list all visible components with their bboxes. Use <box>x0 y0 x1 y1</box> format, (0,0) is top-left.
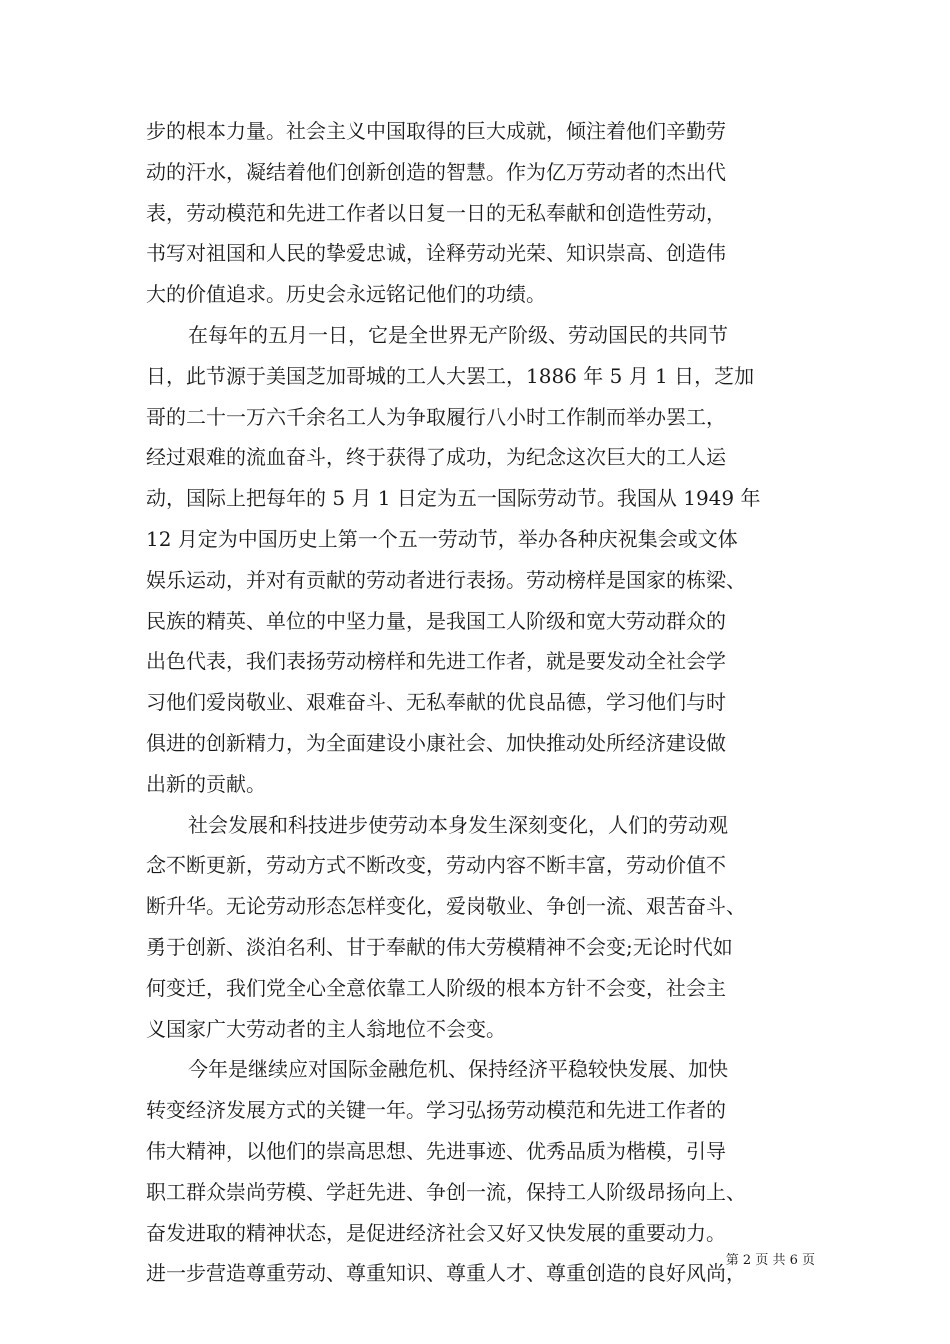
paragraph-2 <box>146 315 816 805</box>
text-line: 哥的二十一万六千余名工人为争取履行八小时工作制而举办罢工， <box>146 404 726 429</box>
page-number-footer: 第 2 页 共 6 页 <box>725 1253 815 1268</box>
text-line: 义国家广大劳动者的主人翁地位不会变。 <box>146 1016 506 1041</box>
text-line: 勇于创新、淡泊名利、甘于奉献的伟大劳模精神不会变;无论时代如 <box>146 934 733 959</box>
text-line: 民族的精英、单位的中坚力量，是我国工人阶级和宽大劳动群众的 <box>146 608 726 633</box>
document-body <box>146 111 816 1294</box>
text-line: 出新的贡献。 <box>146 771 266 796</box>
text-line: 进一步营造尊重劳动、尊重知识、尊重人才、尊重创造的良好风尚， <box>146 1261 746 1286</box>
text-line: 出色代表，我们表扬劳动榜样和先进工作者，就是要发动全社会学 <box>146 649 726 674</box>
paragraph-1 <box>146 111 816 315</box>
text-line: 今年是继续应对国际金融危机、保持经济平稳较快发展、加快 <box>188 1057 728 1082</box>
text-line: 经过艰难的流血奋斗，终于获得了成功，为纪念这次巨大的工人运 <box>146 445 726 470</box>
text-line: 书写对祖国和人民的挚爱忠诚，诠释劳动光荣、知识崇高、创造伟 <box>146 241 726 266</box>
text-line: 社会发展和科技进步使劳动本身发生深刻变化，人们的劳动观 <box>188 812 728 837</box>
text-line: 12 月定为中国历史上第一个五一劳动节，举办各种庆祝集会或文体 <box>146 526 738 551</box>
text-line: 断升华。无论劳动形态怎样变化，爱岗敬业、争创一流、艰苦奋斗、 <box>146 894 746 919</box>
text-line: 俱进的创新精力，为全面建设小康社会、加快推动处所经济建设做 <box>146 730 726 755</box>
text-line: 动，国际上把每年的 5 月 1 日定为五一国际劳动节。我国从 1949 年 <box>146 486 761 511</box>
text-line: 职工群众崇尚劳模、学赶先进、争创一流，保持工人阶级昂扬向上、 <box>146 1179 746 1204</box>
text-line: 转变经济发展方式的关键一年。学习弘扬劳动模范和先进工作者的 <box>146 1098 726 1123</box>
text-line: 习他们爱岗敬业、艰难奋斗、无私奉献的优良品德，学习他们与时 <box>146 690 726 715</box>
text-line: 动的汗水，凝结着他们创新创造的智慧。作为亿万劳动者的杰出代 <box>146 159 726 184</box>
paragraph-3 <box>146 805 816 1050</box>
text-line: 在每年的五月一日，它是全世界无产阶级、劳动国民的共同节 <box>188 322 728 347</box>
paragraph-4 <box>146 1049 816 1294</box>
text-line: 日，此节源于美国芝加哥城的工人大罢工，1886 年 5 月 1 日，芝加 <box>146 363 755 388</box>
text-line: 奋发进取的精神状态，是促进经济社会又好又快发展的重要动力。 <box>146 1220 726 1245</box>
text-line: 何变迁，我们党全心全意依靠工人阶级的根本方针不会变，社会主 <box>146 975 726 1000</box>
text-line: 表，劳动模范和先进工作者以日复一日的无私奉献和创造性劳动， <box>146 200 726 225</box>
text-line: 步的根本力量。社会主义中国取得的巨大成就，倾注着他们辛勤劳 <box>146 119 726 143</box>
text-line: 念不断更新，劳动方式不断改变，劳动内容不断丰富，劳动价值不 <box>146 853 726 878</box>
text-line: 娱乐运动，并对有贡献的劳动者进行表扬。劳动榜样是国家的栋梁、 <box>146 567 746 592</box>
text-line: 大的价值追求。历史会永远铭记他们的功绩。 <box>146 282 546 307</box>
text-line: 伟大精神，以他们的崇高思想、先进事迹、优秀品质为楷模，引导 <box>146 1138 726 1163</box>
